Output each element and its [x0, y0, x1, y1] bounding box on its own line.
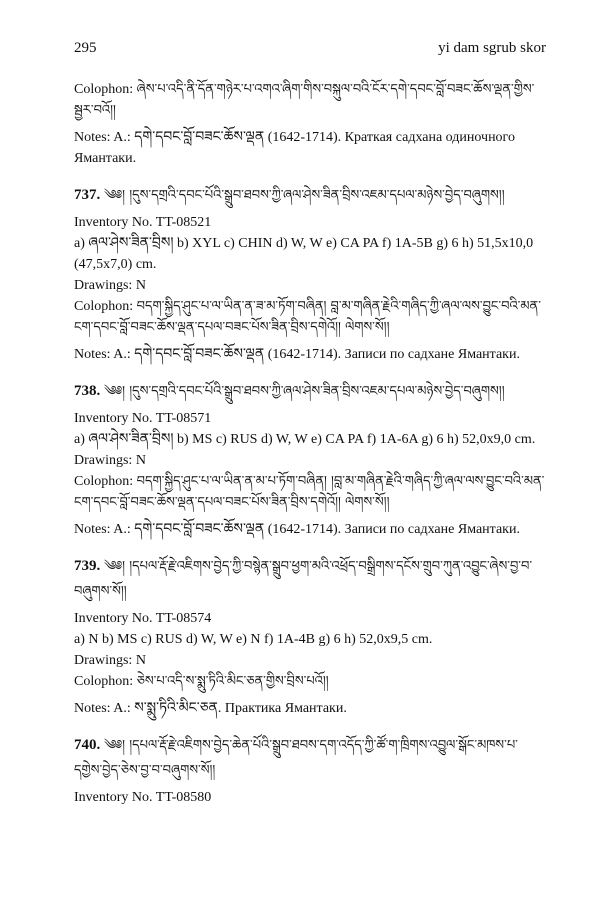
entry-details: a) ཞལ་ཤེས་ཟིན་བྲིས། b) MS c) RUS d) W, W e) CA PA f) 1A-6A g) 6 h) 52,0x9,0 cm. — [74, 432, 536, 447]
entry-title: ༄༅། །དུས་དགྲའི་དབང་པོའི་སྒྲུབ་ཐབས་ཀྱི་ཞལ་ཤེས་ཟིན་བྲིས་འཇམ་དཔལ་མཉེས་བྱེད་བཞུགས།། — [104, 188, 505, 203]
top-colophon — [74, 79, 546, 121]
entry-title: ༄༅། །དཔལ་རྡོ་རྗེ་འཇིགས་བྱེད་ཀྱི་བསྙེན་སྒྲུབ་ཕྱག་མའི་འཕྲོད་བསྒྲིགས་དངོས་གྲུབ་ཀུན་འབྱུང་ཞེས་བྱ་བ་བཞུགས་སོ།། — [74, 559, 533, 599]
entry-title: ༄༅། །དཔལ་རྡོ་རྗེ་འཇིགས་བྱེད་ཆེན་པོའི་སྒྲུབ་ཐབས་དག་འདོད་ཀྱི་ཚོ་ག་ཁྲིགས་འབྱུལ་སྒོང་མཁས་པ་དགྱེས་བྱེད་ཅེས་བྱ་བ་བཞུགས་སོ།། — [74, 738, 518, 778]
drawings: Drawings: N — [74, 453, 146, 468]
top-notes — [74, 127, 546, 169]
entry-notes — [74, 344, 546, 365]
entry-details: a) N b) MS c) RUS d) W, W e) N f) 1A-4B g) 6 h) 52,0x9,5 cm. — [74, 632, 433, 647]
drawings: Drawings: N — [74, 653, 146, 668]
entry-number: 737. — [74, 187, 101, 203]
colophon-label: Colophon: — [74, 82, 134, 97]
notes-text: A.: དགེ་དབང་བློ་བཟང་ཆོས་ལྡན (1642-1714). Краткая садхана одиночного Ямантаки. — [74, 130, 515, 166]
entry-heading — [74, 183, 546, 208]
notes-text: A.: དགེ་དབང་བློ་བཟང་ཆོས་ལྡན (1642-1714). Записи по садхане Ямантаки. — [113, 347, 520, 362]
inventory-number: Inventory No. TT-08580 — [74, 790, 212, 805]
catalog-entry — [74, 379, 546, 540]
notes-text: A.: ས་སྨུ་ཏིའི་མིང་ཅན. Практика Ямантаки. — [113, 701, 347, 716]
entry-colophon — [74, 296, 546, 338]
running-title: yi dam sgrub skor — [438, 40, 546, 56]
entry-colophon — [74, 671, 546, 692]
entry-details: a) ཞལ་ཤེས་ཟིན་བྲིས། b) XYL c) CHIN d) W, W e) CA PA f) 1A-5B g) 6 h) 51,5x10,0 (47,5x7,0) cm. — [74, 236, 534, 272]
entry-title: ༄༅། །དུས་དགྲའི་དབང་པོའི་སྒྲུབ་ཐབས་ཀྱི་ཞལ་ཤེས་ཟིན་བྲིས་འཇམ་དཔལ་མཉེས་བྱེད་བཞུགས།། — [104, 384, 505, 399]
entry-colophon — [74, 471, 546, 513]
entry-notes — [74, 519, 546, 540]
colophon-text: བདག་སྐྱིད་ཤུང་པ་ལ་ཡིན་ན་མ་པ་ཏོག་བཞིན། །བླ་མ་གཞིན་རྗེའི་གཞིད་ཀྱི་ཞལ་ལས་བྱུང་བའི་མན་ངག་དབང་བློ་བཟང་ཆོས་ལྡན་དཔལ་བཟང་པོས་ཟིན་བྲིས་དགེའོ།། ལེགས་སོ།། — [74, 474, 545, 510]
catalog-entry — [74, 554, 546, 719]
inventory-number: Inventory No. TT-08574 — [74, 611, 212, 626]
colophon-label: Colophon: — [74, 474, 134, 489]
colophon-label: Colophon: — [74, 299, 134, 314]
drawings: Drawings: N — [74, 278, 146, 293]
colophon-text: ཅེས་པ་འདི་ས་སྨུ་ཏིའི་མིང་ཅན་གྱིས་བྲིས་པའོ།། — [136, 674, 329, 689]
document-page — [74, 40, 546, 808]
inventory-number: Inventory No. TT-08521 — [74, 215, 212, 230]
notes-text: A.: དགེ་དབང་བློ་བཟང་ཆོས་ལྡན (1642-1714). Записи по садхане Ямантаки. — [113, 522, 520, 537]
entry-number: 739. — [74, 558, 101, 574]
notes-label: Notes: — [74, 522, 111, 537]
entry-heading — [74, 554, 546, 604]
entry-heading — [74, 733, 546, 783]
notes-label: Notes: — [74, 347, 111, 362]
colophon-label: Colophon: — [74, 674, 134, 689]
notes-label: Notes: — [74, 130, 111, 145]
notes-label: Notes: — [74, 701, 111, 716]
page-header — [74, 40, 546, 57]
entry-number: 740. — [74, 737, 101, 753]
catalog-entry — [74, 733, 546, 808]
catalog-entry — [74, 183, 546, 365]
entry-notes — [74, 698, 546, 719]
page-number: 295 — [74, 40, 97, 56]
colophon-text: ཞེས་པ་འདི་ནི་དོན་གཉེར་པ་འགའ་ཞིག་གིས་བསྐུལ་བའི་ངོར་དགེ་དབང་བློ་བཟང་ཆོས་ལྡན་གྱིས་སྦྱར་བའོ།། — [74, 82, 535, 118]
inventory-number: Inventory No. TT-08571 — [74, 411, 212, 426]
entry-number: 738. — [74, 383, 101, 399]
entry-heading — [74, 379, 546, 404]
colophon-text: བདག་སྐྱིད་ཤུང་པ་ལ་ཡིན་ན་ཟ་མ་ཏོག་བཞིན། བླ་མ་གཞིན་རྗེའི་གཞིད་ཀྱི་ཞལ་ལས་བྱུང་བའི་མན་ངག་དབང་བློ་བཟང་ཆོས་ལྡན་དཔལ་བཟང་པོས་ཟིན་བྲིས་དགེའོ།། ལེགས་སོ།། — [74, 299, 541, 335]
